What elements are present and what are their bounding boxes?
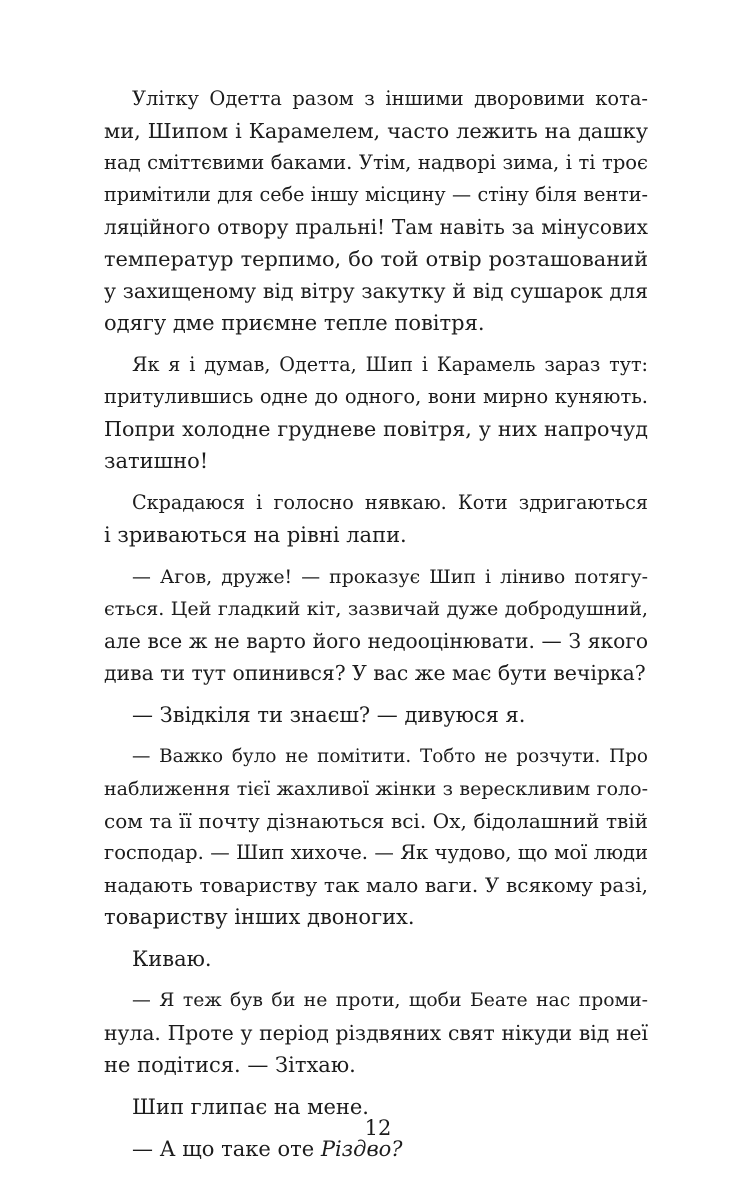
text-line: ється. Цей гладкий кіт, зазвичай дуже добродушний, — [104, 598, 648, 620]
text-line: ляційного отвору пральні! Там навіть за мінусових — [104, 215, 648, 239]
text-line: примітили для себе іншу місцину — стіну біля венти- — [104, 183, 648, 206]
text-line: притулившись одне до одного, вони мирно куняють. — [104, 385, 648, 408]
line-text: — А що таке оте — [132, 1137, 321, 1161]
text-line: надають товариству так мало ваги. У всякому разі, — [104, 873, 648, 897]
text-line: але все ж не варто його недооцінювати. — З якого — [104, 629, 648, 653]
text-line: температур терпимо, бо той отвір розташований — [104, 247, 648, 271]
text-line: Улітку Одетта разом з іншими дворовими кота- — [132, 87, 648, 110]
text-line: наближення тієї жахливої жінки з верескливим голо- — [104, 778, 648, 800]
text-line: затишно! — [104, 449, 209, 473]
text-line: Шип глипає на мене. — [132, 1095, 369, 1119]
text-line: Скрадаюся і голосно нявкаю. Коти здригаються — [132, 491, 648, 514]
text-line: — Агов, друже! — проказує Шип і ліниво потягу- — [132, 566, 648, 588]
text-line: — Звідкіля ти знаєш? — дивуюся я. — [132, 703, 526, 727]
page-number: 12 — [364, 1116, 392, 1140]
italic-word: Різдво? — [320, 1137, 403, 1161]
text-line: і зриваються на рівні лапи. — [104, 523, 407, 547]
text-line: товариству інших двоногих. — [104, 905, 415, 929]
body-text — [104, 83, 648, 1165]
text-line: не подітися. — Зітхаю. — [104, 1053, 356, 1077]
text-line: Попри холодне грудневе повітря, у них напрочуд — [104, 417, 648, 441]
text-line: сом та її почту дізнаються всі. Ох, бідолашний твій — [104, 809, 648, 833]
text-line: — Важко було не помітити. Тобто не розчути. Про — [132, 746, 648, 767]
text-line: Як я і думав, Одетта, Шип і Карамель зараз тут: — [132, 353, 648, 376]
text-line: Киваю. — [132, 947, 212, 971]
text-line: одягу дме приємне тепле повітря. — [104, 311, 485, 335]
text-line: господар. — Шип хихоче. — Як чудово, що мої люди — [104, 841, 648, 864]
text-line: над сміттєвими баками. Утім, надворі зима, і ті троє — [104, 151, 648, 174]
text-line: нула. Проте у період різдвяних свят нікуди від неї — [104, 1021, 648, 1045]
text-line: ми, Шипом і Карамелем, часто лежить на дашку — [104, 119, 648, 143]
text-line: дива ти тут опинився? У вас же має бути вечірка? — [104, 661, 646, 685]
text-line: у захищеному від вітру закутку й від сушарок для — [104, 279, 648, 303]
text-line: — Я теж був би не проти, щоби Беате нас проми- — [132, 990, 648, 1011]
